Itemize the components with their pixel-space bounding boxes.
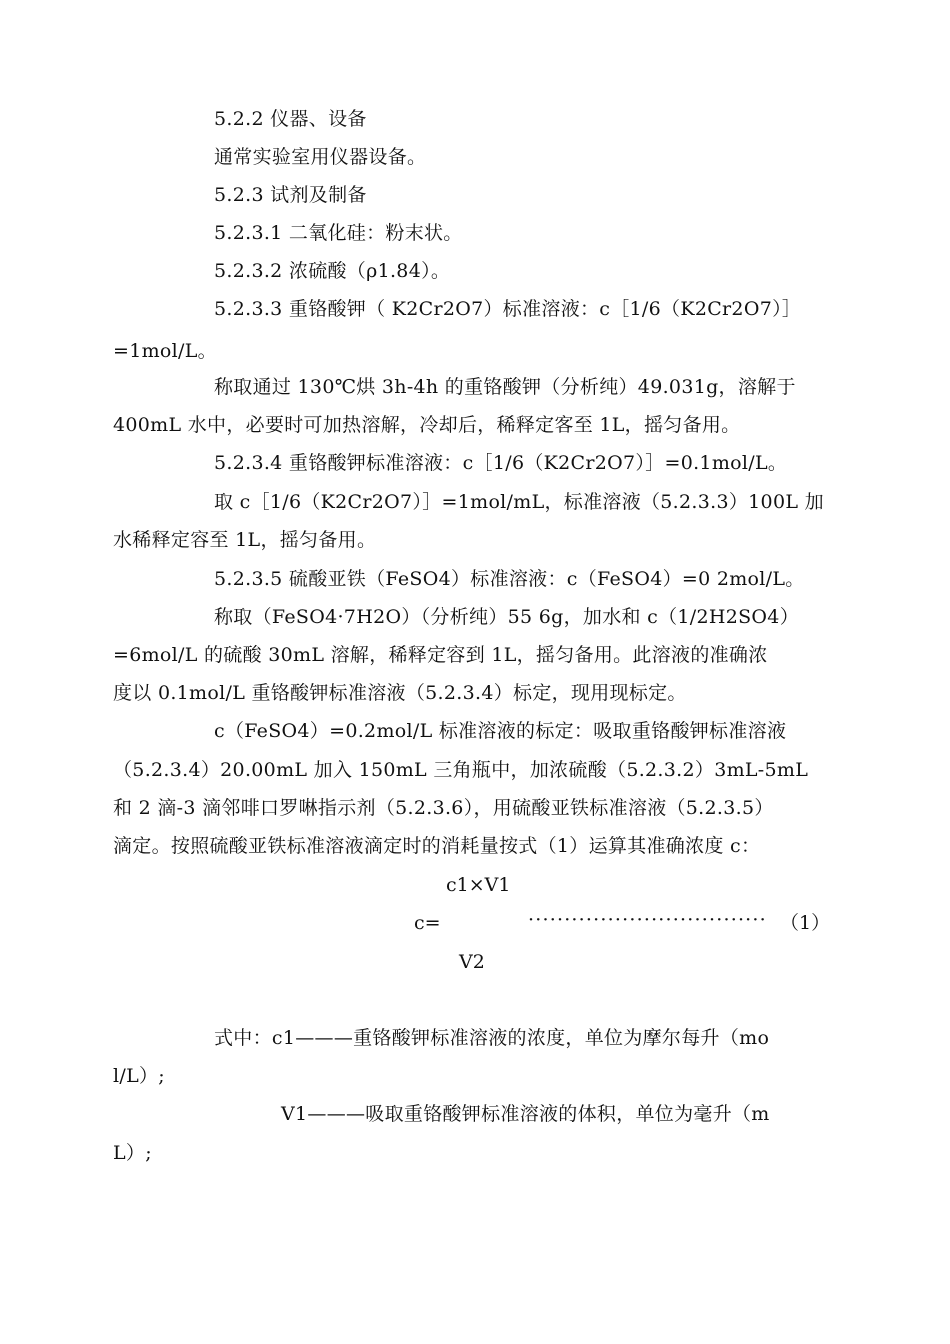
paragraph-text: =1mol/L。	[113, 340, 217, 362]
item-5-2-3-4: 5.2.3.4 重铬酸钾标准溶液：c［1/6（K2Cr2O7）］=0.1mol/L。	[214, 452, 788, 474]
formula-denominator: V2	[459, 951, 485, 973]
item-5-2-3-3: 5.2.3.3 重铬酸钾（ K2Cr2O7）标准溶液：c［1/6（K2Cr2O7）］	[214, 298, 802, 320]
section-heading-5-2-2: 5.2.2 仪器、设备	[214, 108, 367, 130]
formula-number: （1）	[780, 912, 831, 934]
paragraph-text: （5.2.3.4）20.00mL 加入 150mL 三角瓶中，加浓硫酸（5.2.3.2）3mL-5mL	[113, 759, 809, 781]
paragraph-text: 和 2 滴-3 滴邻啡口罗啉指示剂（5.2.3.6），用硫酸亚铁标准溶液（5.2.3.5）	[113, 797, 774, 819]
paragraph-text: =6mol/L 的硫酸 30mL 溶解，稀释定容到 1L，摇匀备用。此溶液的准确浓	[113, 644, 768, 666]
paragraph-text: 称取（FeSO4·7H2O）（分析纯）55 6g，加水和 c（1/2H2SO4）	[214, 606, 799, 628]
formula-dot-leader: ·································	[528, 909, 767, 931]
paragraph-text: 取 c［1/6（K2Cr2O7）］=1mol/mL，标准溶液（5.2.3.3）100L 加	[214, 491, 824, 513]
paragraph-text: 度以 0.1mol/L 重铬酸钾标准溶液（5.2.3.4）标定，现用现标定。	[113, 682, 687, 704]
paragraph-text: 滴定。按照硫酸亚铁标准溶液滴定时的消耗量按式（1）运算其准确浓度 c：	[113, 835, 761, 857]
paragraph-text: 通常实验室用仪器设备。	[214, 146, 427, 168]
item-5-2-3-2: 5.2.3.2 浓硫酸（ρ1.84）。	[214, 260, 451, 282]
section-heading-5-2-3: 5.2.3 试剂及制备	[214, 184, 367, 206]
paragraph-text: 称取通过 130℃烘 3h-4h 的重铬酸钾（分析纯）49.031g，溶解于	[214, 376, 796, 398]
item-5-2-3-1: 5.2.3.1 二氧化硅：粉末状。	[214, 222, 463, 244]
variable-definition: V1———吸取重铬酸钾标准溶液的体积，单位为毫升（m	[281, 1103, 770, 1125]
formula-numerator: c1×V1	[446, 874, 511, 896]
variable-definition-continued: L）;	[113, 1142, 152, 1164]
paragraph-text: 400mL 水中，必要时可加热溶解，冷却后，稀释定客至 1L，摇匀备用。	[113, 414, 741, 436]
item-5-2-3-5: 5.2.3.5 硫酸亚铁（FeSO4）标准溶液：c（FeSO4）=0 2mol/L。	[214, 568, 805, 590]
variable-definition-continued: l/L）;	[113, 1065, 165, 1087]
formula-lhs: c=	[414, 912, 441, 934]
paragraph-text: 水稀释定容至 1L，摇匀备用。	[113, 529, 377, 551]
paragraph-text: c（FeSO4）=0.2mol/L 标准溶液的标定：吸取重铬酸钾标准溶液	[214, 720, 787, 742]
variable-definition: 式中：c1———重铬酸钾标准溶液的浓度，单位为摩尔每升（mo	[214, 1027, 770, 1049]
